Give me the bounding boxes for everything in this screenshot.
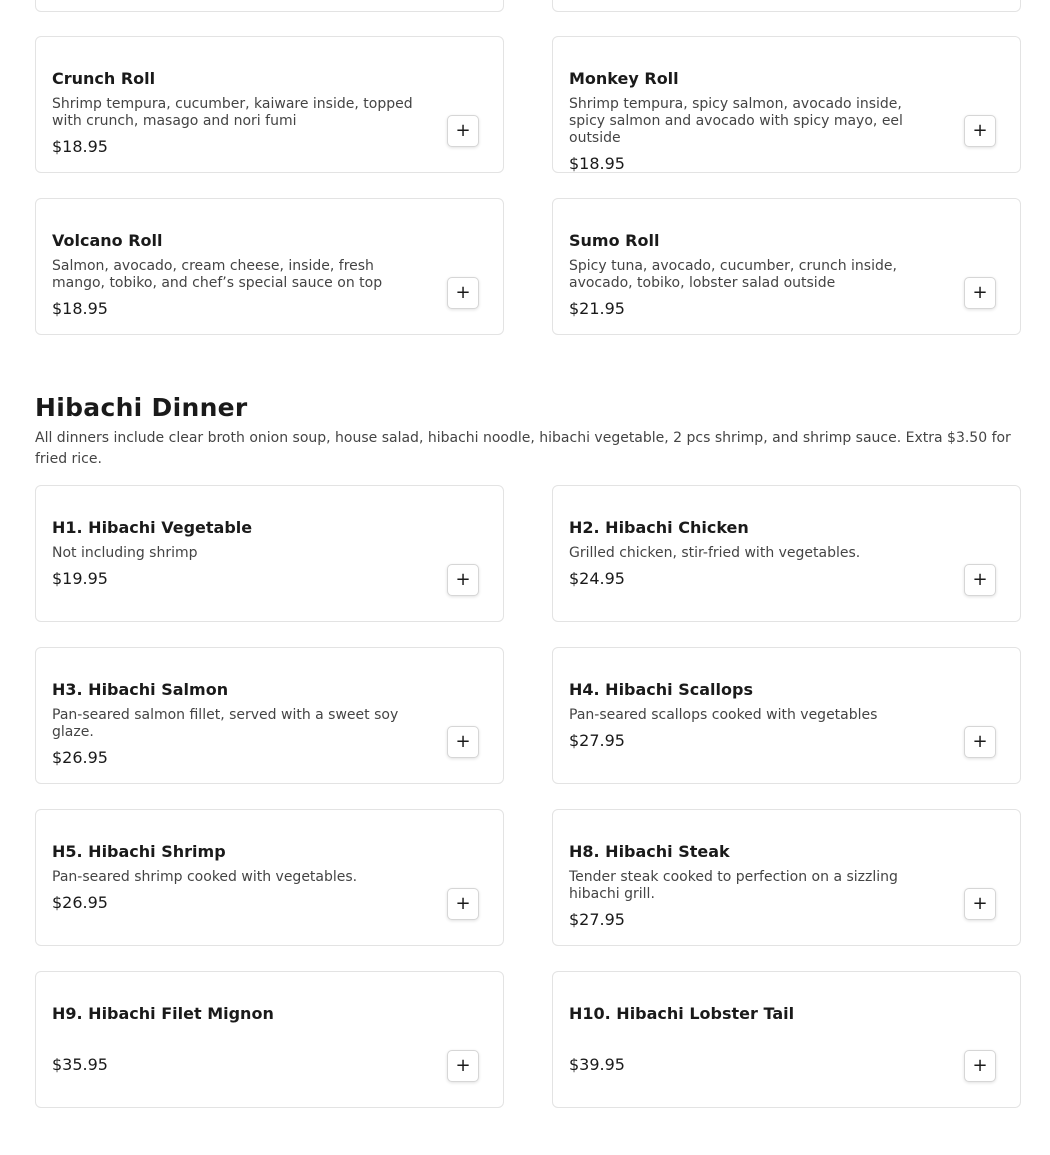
- add-to-cart-button[interactable]: [964, 1050, 996, 1082]
- menu-item-price: $35.95: [52, 1055, 108, 1074]
- menu-item-price: $18.95: [52, 299, 108, 318]
- menu-item-card-partial[interactable]: [552, 0, 1021, 12]
- add-to-cart-button[interactable]: [964, 564, 996, 596]
- plus-icon: +: [972, 1055, 988, 1076]
- add-to-cart-button[interactable]: [447, 1050, 479, 1082]
- menu-item-price: $39.95: [569, 1055, 625, 1074]
- plus-icon: +: [972, 893, 988, 914]
- plus-icon: +: [972, 120, 988, 141]
- add-to-cart-button[interactable]: [447, 564, 479, 596]
- menu-item-card[interactable]: [35, 36, 504, 173]
- add-to-cart-button[interactable]: [447, 277, 479, 309]
- menu-item-price: $26.95: [52, 893, 108, 912]
- hibachi-items-grid: [35, 485, 1021, 1108]
- add-to-cart-button[interactable]: [964, 277, 996, 309]
- menu-item-description: Not including shrimp: [52, 545, 198, 561]
- menu-item-card[interactable]: [552, 485, 1021, 622]
- menu-item-description: Pan-seared shrimp cooked with vegetables.: [52, 869, 358, 885]
- menu-item-description: Shrimp tempura, spicy salmon, avocado inside, spicy salmon and avocado with spicy mayo, eel outside: [569, 96, 903, 146]
- menu-item-name: Crunch Roll: [52, 69, 156, 88]
- roll-items-grid: [35, 36, 1021, 335]
- add-to-cart-button[interactable]: [964, 888, 996, 920]
- add-to-cart-button[interactable]: [964, 115, 996, 147]
- menu-item-card[interactable]: [552, 198, 1021, 335]
- menu-item-price: $21.95: [569, 299, 625, 318]
- menu-item-description: [52, 1031, 424, 1048]
- menu-item-description: [569, 1031, 941, 1048]
- plus-icon: +: [455, 120, 471, 141]
- menu-item-name: H5. Hibachi Shrimp: [52, 842, 226, 861]
- menu-item-description: Grilled chicken, stir-fried with vegetables.: [569, 545, 861, 561]
- menu-item-card[interactable]: [552, 36, 1021, 173]
- menu-item-name: H2. Hibachi Chicken: [569, 518, 749, 537]
- menu-item-name: H1. Hibachi Vegetable: [52, 518, 253, 537]
- menu-item-price: $18.95: [569, 154, 625, 173]
- menu-item-card[interactable]: [552, 647, 1021, 784]
- plus-icon: +: [972, 569, 988, 590]
- menu-item-description: Tender steak cooked to perfection on a sizzling hibachi grill.: [569, 869, 898, 902]
- menu-item-name: H9. Hibachi Filet Mignon: [52, 1004, 274, 1023]
- menu-item-description: Shrimp tempura, cucumber, kaiware inside, topped with crunch, masago and nori fumi: [52, 96, 413, 129]
- menu-item-description: Salmon, avocado, cream cheese, inside, fresh mango, tobiko, and chef’s special sauce on top: [52, 258, 383, 291]
- section-title: Hibachi Dinner: [35, 393, 248, 422]
- menu-item-card[interactable]: [35, 647, 504, 784]
- add-to-cart-button[interactable]: [964, 726, 996, 758]
- plus-icon: +: [972, 731, 988, 752]
- menu-item-card[interactable]: [552, 971, 1021, 1108]
- menu-item-card-partial[interactable]: [35, 0, 504, 12]
- menu-item-name: Monkey Roll: [569, 69, 679, 88]
- menu-item-description: Pan-seared salmon fillet, served with a sweet soy glaze.: [52, 707, 399, 740]
- add-to-cart-button[interactable]: [447, 115, 479, 147]
- menu-item-name: H8. Hibachi Steak: [569, 842, 730, 861]
- plus-icon: +: [972, 282, 988, 303]
- menu-item-price: $18.95: [52, 137, 108, 156]
- menu-item-name: Volcano Roll: [52, 231, 163, 250]
- menu-item-price: $19.95: [52, 569, 108, 588]
- menu-item-price: $27.95: [569, 731, 625, 750]
- menu-item-name: H10. Hibachi Lobster Tail: [569, 1004, 795, 1023]
- plus-icon: +: [455, 893, 471, 914]
- menu-item-card[interactable]: [35, 809, 504, 946]
- plus-icon: +: [455, 569, 471, 590]
- menu-item-card[interactable]: [552, 809, 1021, 946]
- menu-item-name: Sumo Roll: [569, 231, 660, 250]
- menu-item-price: $24.95: [569, 569, 625, 588]
- plus-icon: +: [455, 1055, 471, 1076]
- menu-item-description: Spicy tuna, avocado, cucumber, crunch inside, avocado, tobiko, lobster salad outside: [569, 258, 897, 291]
- section-description: All dinners include clear broth onion soup, house salad, hibachi noodle, hibachi vegetable, 2 pcs shrimp, and shrimp sauce. Extra $3.50 for fried rice.: [35, 430, 1011, 467]
- menu-item-card[interactable]: [35, 198, 504, 335]
- plus-icon: +: [455, 282, 471, 303]
- menu-item-price: $26.95: [52, 748, 108, 767]
- menu-item-name: H4. Hibachi Scallops: [569, 680, 753, 699]
- menu-item-name: H3. Hibachi Salmon: [52, 680, 229, 699]
- plus-icon: +: [455, 731, 471, 752]
- add-to-cart-button[interactable]: [447, 888, 479, 920]
- add-to-cart-button[interactable]: [447, 726, 479, 758]
- menu-item-price: $27.95: [569, 910, 625, 929]
- menu-item-card[interactable]: [35, 971, 504, 1108]
- menu-item-card[interactable]: [35, 485, 504, 622]
- menu-item-description: Pan-seared scallops cooked with vegetables: [569, 707, 878, 723]
